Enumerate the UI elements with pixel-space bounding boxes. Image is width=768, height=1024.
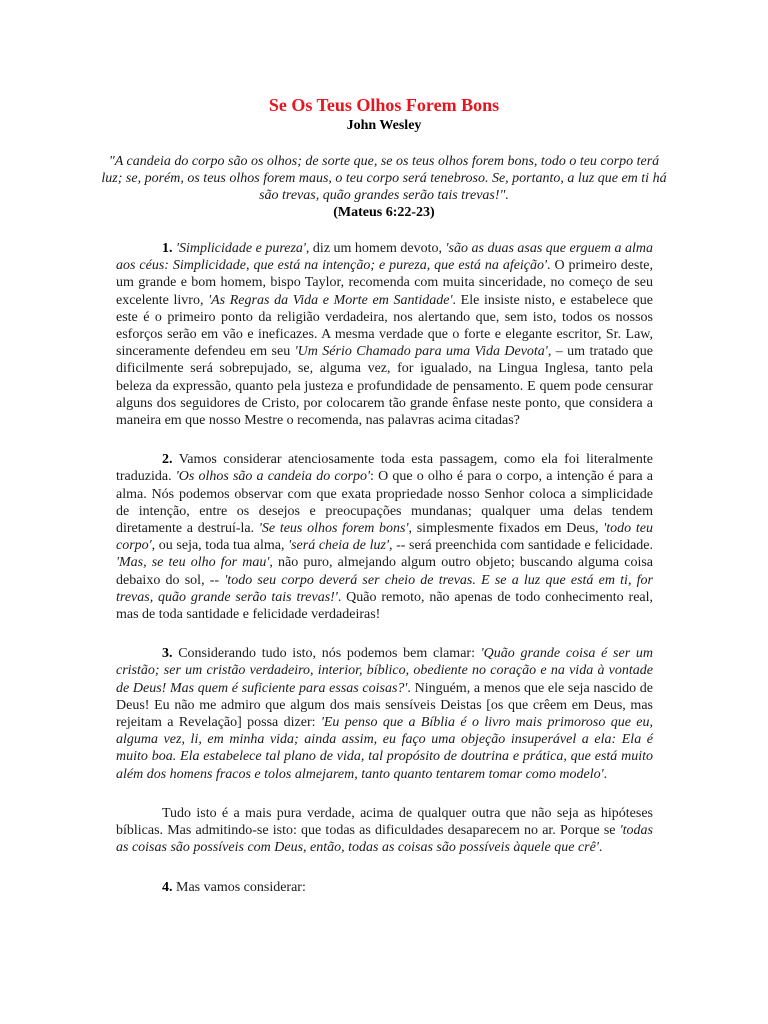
paragraph-text: , simplesmente fixados em Deus, <box>408 521 604 537</box>
paragraph-text: , não puro, almejando algum outro objeto; buscando alguma coisa debaixo do sol, -- <box>116 555 653 588</box>
paragraph <box>116 645 653 783</box>
quoted-text: 'Simplicidade e pureza' <box>176 241 306 256</box>
quoted-text: 'será cheia de luz' <box>288 538 389 554</box>
paragraph-text: . Ele insiste nisto, e estabelece que este é o primeiro ponto da religião verdadeira, nos alertando que, sem isto, todos os nossos esforços serão em vão e ineficazes. A mesma verdade que o forte e elegante escritor, Sr. Law, sinceramente defendeu em seu <box>116 292 653 360</box>
quoted-text: 'Eu penso que a Bíblia é o livro mais primoroso que eu, alguma vez, li, em minha vida; ainda assim, eu faço uma objeção insuperável a ela: Ela é muito boa. Ela estabelece tal plano de vida, tal propósito de doutrina e prática, que está muito além dos homens fracos e tolos almejarem, tanto quanto tentarem tomar como modelo' <box>116 715 653 782</box>
paragraph-text: , -- será preenchida com santidade e felicidade. <box>388 538 653 554</box>
document-title: Se Os Teus Olhos Forem Bons <box>268 95 500 115</box>
paragraph-text: . Quão remoto, não apenas de todo conhecimento real, mas de toda santidade e felicidade verdadeiras! <box>116 589 654 623</box>
quoted-text: 'Um Sério Chamado para uma Vida Devota' <box>294 344 548 360</box>
epigraph-quote: "A candeia do corpo são os olhos; de sorte que, se os teus olhos forem bons, todo o teu corpo terá luz; se, porém, os teus olhos forem maus, o teu corpo será tenebroso. Se, portanto, a luz que em ti há são trevas, quão grandes serão tais trevas!". <box>101 154 667 203</box>
quoted-text: 'Se teus olhos forem bons' <box>258 521 409 537</box>
paragraph <box>116 240 653 429</box>
paragraph-number: 1. <box>162 241 173 256</box>
paragraph-text: Vamos considerar atenciosamente toda esta passagem, como ela foi literalmente traduzida. <box>116 452 653 485</box>
epigraph-reference: (Mateus 6:22-23) <box>333 205 435 220</box>
paragraph-text: : O que o olho é para o corpo, a intenção é para a alma. Nós podemos observar com que exata propriedade nosso Senhor coloca a simplicidade de intenção, entre os desejos e preocupações mundanas; qualquer uma delas tendem diretamente a destruí-la. <box>116 469 654 537</box>
paragraph-text: . Ninguém, a menos que ele seja nascido de Deus! Eu não me admiro que algum dos mais sensíveis Deistas [os que crêem em Deus, mas rejeitam a Revelação] possa dizer: <box>116 680 653 731</box>
paragraph-text: . <box>598 840 603 856</box>
quoted-text: 'Os olhos são a candeia do corpo' <box>175 469 371 485</box>
paragraph <box>116 805 653 857</box>
paragraph <box>116 879 653 896</box>
quoted-text: 'Quão grande coisa é ser um cristão; ser um cristão verdadeiro, interior, bíblico, obediente no coração e na vida à vontade de Deus! Mas quem é suficiente para essas coisas?' <box>116 646 653 696</box>
paragraph-text: , diz um homem devoto, <box>305 241 446 256</box>
paragraph-text: Considerando tudo isto, nós podemos bem clamar: <box>178 646 481 662</box>
paragraph-text: , ou seja, toda tua alma, <box>151 538 289 554</box>
paragraph-text: , – um tratado que dificilmente será sobrepujado, se, alguma vez, for igualado, na Lingua Inglesa, tanto pela beleza da expressão, quanto pela justeza e profundidade de pensamento. E quem pode censurar alguns dos seguidores de Cristo, por colocarem tão grande ênfase neste ponto, que considera a maneira em que nosso Mestre o recomenda, nas palavras acima citadas? <box>116 344 653 429</box>
quoted-text: 'As Regras da Vida e Morte em Santidade' <box>208 292 453 308</box>
quoted-text: 'Mas, se teu olho for mau' <box>116 555 270 571</box>
paragraph-text: . <box>603 766 608 782</box>
paragraph <box>116 451 653 623</box>
paragraph-number: 4. <box>162 879 173 895</box>
paragraph-number: 3. <box>162 646 173 662</box>
epigraph <box>100 153 668 221</box>
document-body <box>116 240 653 918</box>
author-name: John Wesley <box>346 118 422 133</box>
paragraph-text: Tudo isto é a mais pura verdade, acima de qualquer outra que não seja as hipóteses bíblicas. Mas admitindo-se isto: que todas as dificuldades desaparecem no ar. Porque se <box>116 805 653 839</box>
paragraph-number: 2. <box>162 452 173 468</box>
quoted-text: 'todo teu corpo' <box>116 521 653 554</box>
paragraph-text: . O primeiro deste, um grande e bom homem, bispo Taylor, recomenda com muita sinceridade, no começo de seu excelente livro, <box>116 258 653 308</box>
quoted-text: 'todas as coisas são possíveis com Deus, então, todas as coisas são possíveis àquele que crê' <box>116 823 653 856</box>
quoted-text: 'todo seu corpo deverá ser cheio de trevas. E se a luz que está em ti, for trevas, quão grande serão tais trevas!' <box>116 572 653 605</box>
paragraph-text: Mas vamos considerar: <box>176 879 306 895</box>
quoted-text: 'são as duas asas que erguem a alma aos céus: Simplicidade, que está na intenção; e pureza, que está na afeição' <box>116 241 654 274</box>
